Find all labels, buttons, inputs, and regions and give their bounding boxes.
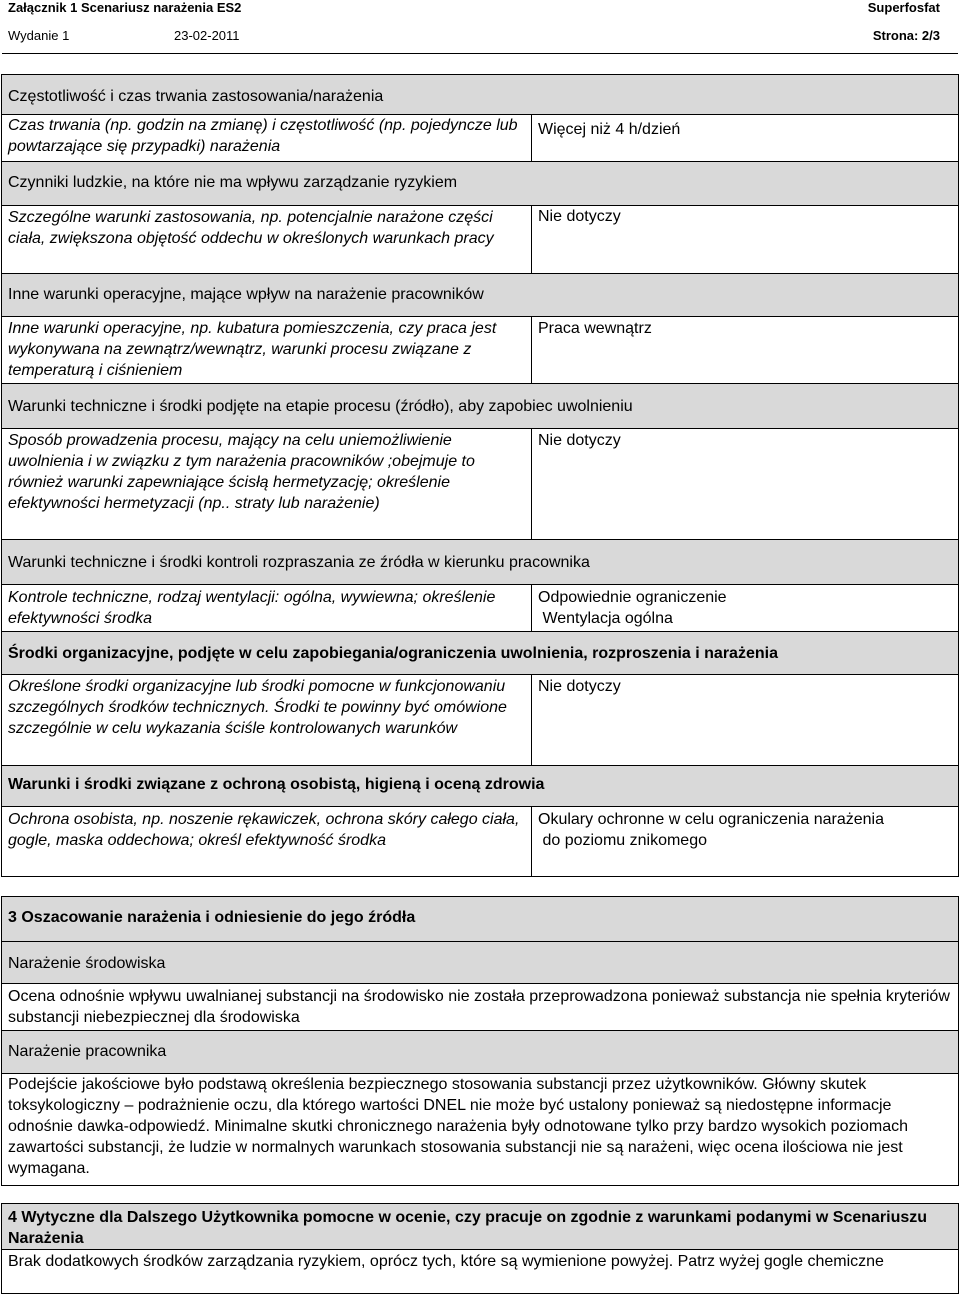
table-row bbox=[2, 1074, 959, 1186]
section-row bbox=[2, 1031, 959, 1074]
table-row bbox=[2, 675, 959, 766]
table-row bbox=[2, 984, 959, 1031]
guidance-table bbox=[1, 1203, 959, 1294]
other-conditions-heading: Inne warunki operacyjne, mające wpływ na narażenie pracowników bbox=[2, 274, 959, 317]
table-row bbox=[2, 206, 959, 274]
freq-value: Więcej niż 4 h/dzień bbox=[532, 115, 959, 162]
ppe-heading: Warunki i środki związane z ochroną osobistą, higieną i oceną zdrowia bbox=[2, 766, 959, 807]
ppe-label: Ochrona osobista, np. noszenie rękawiczek, ochrona skóry całego ciała, gogle, maska oddechowa; określ efektywność środka bbox=[2, 807, 532, 877]
org-measures-label: Określone środki organizacyjne lub środki pomocne w funkcjonowaniu szczególnych środków technicznych. Środki te powinny być omówione szczególnie w celu wykazania ściśle kontrolowanych warunków bbox=[2, 675, 532, 766]
section-row bbox=[2, 540, 959, 585]
freq-heading: Częstotliwość i czas trwania zastosowania/narażenia bbox=[2, 75, 959, 115]
env-exposure-text: Ocena odnośnie wpływu uwalnianej substancji na środowisko nie została przeprowadzona ponieważ substancja nie spełnia kryteriów substancji niebezpiecznej dla środowiska bbox=[2, 984, 959, 1031]
section-row bbox=[2, 75, 959, 115]
worker-exposure-text: Podejście jakościowe było podstawą określenia bezpiecznego stosowania substancji przez użytkowników. Główny skutek toksykologiczny – podrażnienie oczu, dla którego wartości DNEL nie może być ustalony ponieważ są niedostępne informacje odnośnie dawka-odpowiedź. Minimalne skutki chronicznego narażenia były odnotowane tylko przy bardzo wysokich poziomach zawartości substancji, że ludzie w normalnych warunkach stosowania substancji nie są narażeni, więc ocena ilościowa nie jest wymagana. bbox=[2, 1074, 959, 1186]
section-row bbox=[2, 274, 959, 317]
section-row bbox=[2, 897, 959, 942]
tech-source-heading: Warunki techniczne i środki podjęte na etapie procesu (źródło), aby zapobiec uwolnieniu bbox=[2, 384, 959, 429]
human-factors-heading: Czynniki ludzkie, na które nie ma wpływu zarządzanie ryzykiem bbox=[2, 162, 959, 206]
env-exposure-heading: Narażenie środowiska bbox=[2, 942, 959, 984]
human-factors-label: Szczególne warunki zastosowania, np. potencjalnie narażone części ciała, zwiększona objętość oddechu w określonych warunkach pracy bbox=[2, 206, 532, 274]
other-conditions-label: Inne warunki operacyjne, np. kubatura pomieszczenia, czy praca jest wykonywana na zewnątrz/wewnątrz, warunki procesu związane z temperaturą i ciśnieniem bbox=[2, 317, 532, 384]
table-row bbox=[2, 585, 959, 632]
tech-dispersion-label: Kontrole techniczne, rodzaj wentylacji: ogólna, wywiewna; określenie efektywności środka bbox=[2, 585, 532, 632]
table-row bbox=[2, 1250, 959, 1294]
tech-source-value: Nie dotyczy bbox=[532, 429, 959, 540]
table-row bbox=[2, 317, 959, 384]
exposure-conditions-table bbox=[1, 74, 959, 877]
assessment-heading: 3 Oszacowanie narażenia i odniesienie do jego źródła bbox=[2, 897, 959, 942]
issue-date: 23-02-2011 bbox=[174, 28, 240, 43]
section-row bbox=[2, 942, 959, 984]
page-header-meta bbox=[8, 28, 940, 44]
other-conditions-value: Praca wewnątrz bbox=[532, 317, 959, 384]
company-name: Superfosfat bbox=[867, 0, 940, 15]
tech-dispersion-heading: Warunki techniczne i środki kontroli rozpraszania ze źródła w kierunku pracownika bbox=[2, 540, 959, 585]
document-title: Załącznik 1 Scenariusz narażenia ES2 bbox=[8, 0, 242, 15]
section-row bbox=[2, 1204, 959, 1250]
org-measures-value: Nie dotyczy bbox=[532, 675, 959, 766]
table-row bbox=[2, 115, 959, 162]
worker-exposure-heading: Narażenie pracownika bbox=[2, 1031, 959, 1074]
org-measures-heading: Środki organizacyjne, podjęte w celu zapobiegania/ograniczenia uwolnienia, rozproszenia i narażenia bbox=[2, 632, 959, 675]
header-divider bbox=[2, 53, 958, 54]
table-row bbox=[2, 429, 959, 540]
guidance-heading: 4 Wytyczne dla Dalszego Użytkownika pomocne w ocenie, czy pracuje on zgodnie z warunkami podanymi w Scenariuszu Narażenia bbox=[2, 1204, 959, 1250]
section-row bbox=[2, 162, 959, 206]
guidance-text: Brak dodatkowych środków zarządzania ryzykiem, oprócz tych, które są wymienione powyżej. Patrz wyżej gogle chemiczne bbox=[2, 1250, 959, 1294]
tech-source-label: Sposób prowadzenia procesu, mający na celu uniemożliwienie uwolnienia i w związku z tym narażenia pracowników ;obejmuje to również warunki zapewniające ścisłą hermetyzację; określenie efektywności hermetyzacji (np.. straty lub narażenie) bbox=[2, 429, 532, 540]
edition-label: Wydanie 1 bbox=[8, 28, 70, 43]
section-row bbox=[2, 384, 959, 429]
section-row bbox=[2, 632, 959, 675]
human-factors-value: Nie dotyczy bbox=[532, 206, 959, 274]
table-row bbox=[2, 807, 959, 877]
exposure-assessment-table bbox=[1, 896, 959, 1186]
tech-dispersion-value: Odpowiednie ograniczenie Wentylacja ogólna bbox=[532, 585, 959, 632]
page-number: Strona: 2/3 bbox=[872, 28, 940, 43]
freq-label: Czas trwania (np. godzin na zmianę) i częstotliwość (np. pojedyncze lub powtarzające się przypadki) narażenia bbox=[2, 115, 532, 162]
page-header-top bbox=[8, 0, 940, 16]
ppe-value: Okulary ochronne w celu ograniczenia narażenia do poziomu znikomego bbox=[532, 807, 959, 877]
section-row bbox=[2, 766, 959, 807]
